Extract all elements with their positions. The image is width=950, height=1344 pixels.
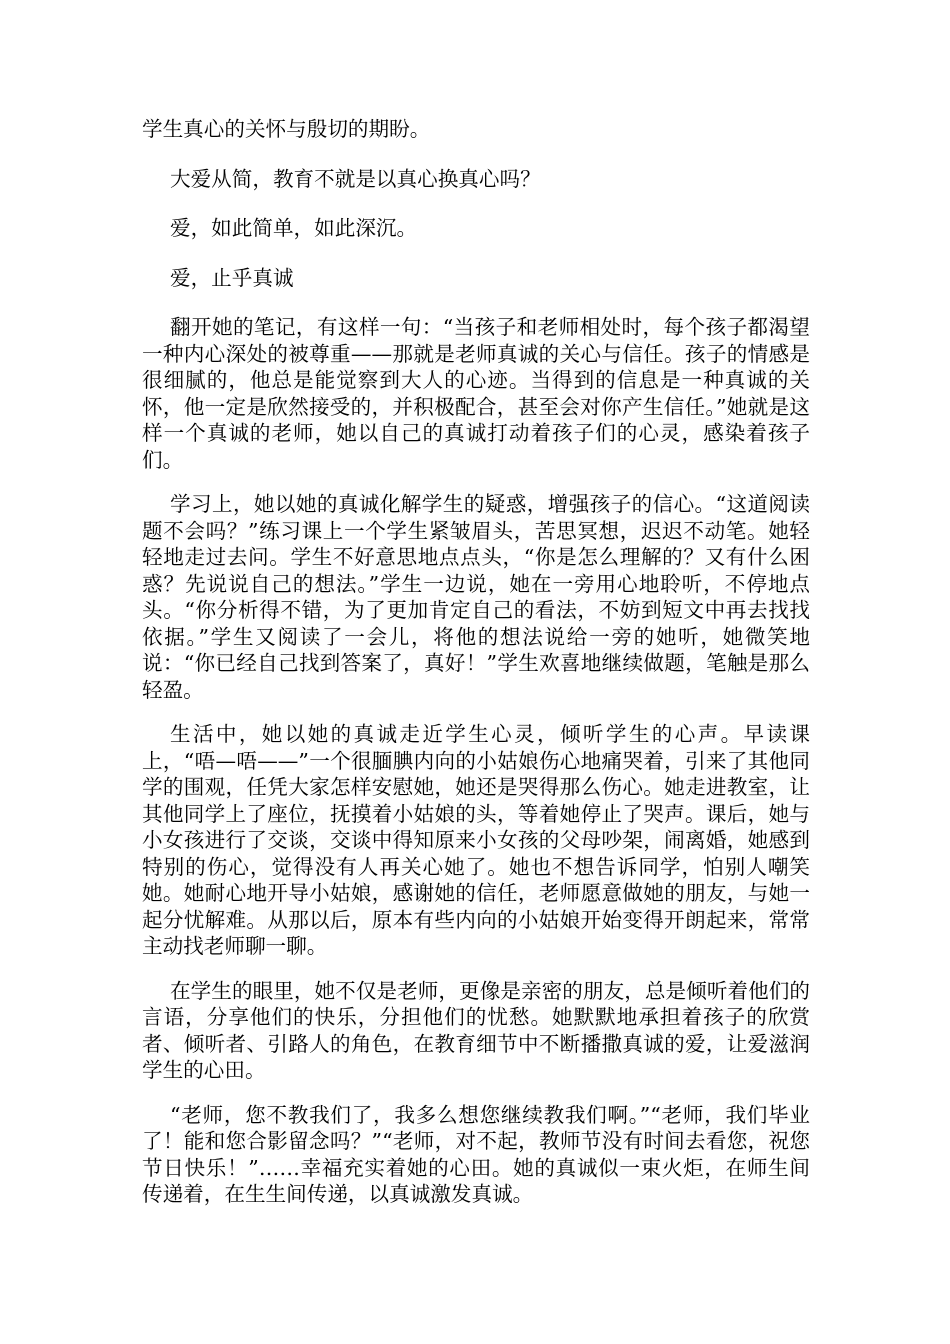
paragraph-8: 在学生的眼里，她不仅是老师，更像是亲密的朋友，总是倾听着他们的言语，分享他们的快乐，分担他们的忧愁。她默默地承担着孩子的欣赏者、倾听者、引路人的角色，在教育细节中不断播撒真诚的爱，让爱滋润学生的心田。	[142, 978, 810, 1082]
paragraph-9: “老师，您不教我们了，我多么想您继续教我们啊。”“老师，我们毕业了！能和您合影留念吗？”“老师，对不起，教师节没有时间去看您，祝您节日快乐！”……幸福充实着她的心田。她的真诚似一束火炬，在师生间传递着，在生生间传递，以真诚激发真诚。	[142, 1102, 810, 1206]
paragraph-3: 爱，如此简单，如此深沉。	[170, 216, 418, 240]
paragraph-1: 学生真心的关怀与殷切的期盼。	[142, 117, 431, 141]
document-page	[142, 116, 810, 1226]
paragraph-7: 生活中，她以她的真诚走近学生心灵，倾听学生的心声。早读课上，“唔—唔——”一个很腼腆内向的小姑娘伤心地痛哭着，引来了其他同学的围观，任凭大家怎样安慰她，她还是哭得那么伤心。她走进教室，让其他同学上了座位，抚摸着小姑娘的头，等着她停止了哭声。课后，她与小女孩进行了交谈，交谈中得知原来小女孩的父母吵架，闹离婚，她感到特别的伤心，觉得没有人再关心她了。她也不想告诉同学，怕别人嘲笑她。她耐心地开导小姑娘，感谢她的信任，老师愿意做她的朋友，与她一起分忧解难。从那以后，原本有些内向的小姑娘开始变得开朗起来，常常主动找老师聊一聊。	[142, 722, 810, 958]
paragraph-2: 大爱从简，教育不就是以真心换真心吗？	[170, 166, 541, 191]
section-heading: 爱，止乎真诚	[170, 265, 294, 290]
paragraph-6: 学习上，她以她的真诚化解学生的疑惑，增强孩子的信心。“这道阅读题不会吗？”练习课上一个学生紧皱眉头，苦思冥想，迟迟不动笔。她轻轻地走过去问。学生不好意思地点点头，“你是怎么理解的？又有什么困惑？先说说自己的想法。”学生一边说，她在一旁用心地聆听，不停地点头。“你分析得不错，为了更加肯定自己的看法，不妨到短文中再去找找依据。”学生又阅读了一会儿，将他的想法说给一旁的她听，她微笑地说：“你已经自己找到答案了，真好！”学生欢喜地继续做题，笔触是那么轻盈。	[142, 492, 810, 702]
paragraph-5: 翻开她的笔记，有这样一句：“当孩子和老师相处时，每个孩子都渴望一种内心深处的被尊重——那就是老师真诚的关心与信任。孩子的情感是很细腻的，他总是能觉察到大人的心迹。当得到的信息是一种真诚的关怀，他一定是欣然接受的，并积极配合，甚至会对你产生信任。”她就是这样一个真诚的老师，她以自己的真诚打动着孩子们的心灵，感染着孩子们。	[142, 315, 810, 472]
